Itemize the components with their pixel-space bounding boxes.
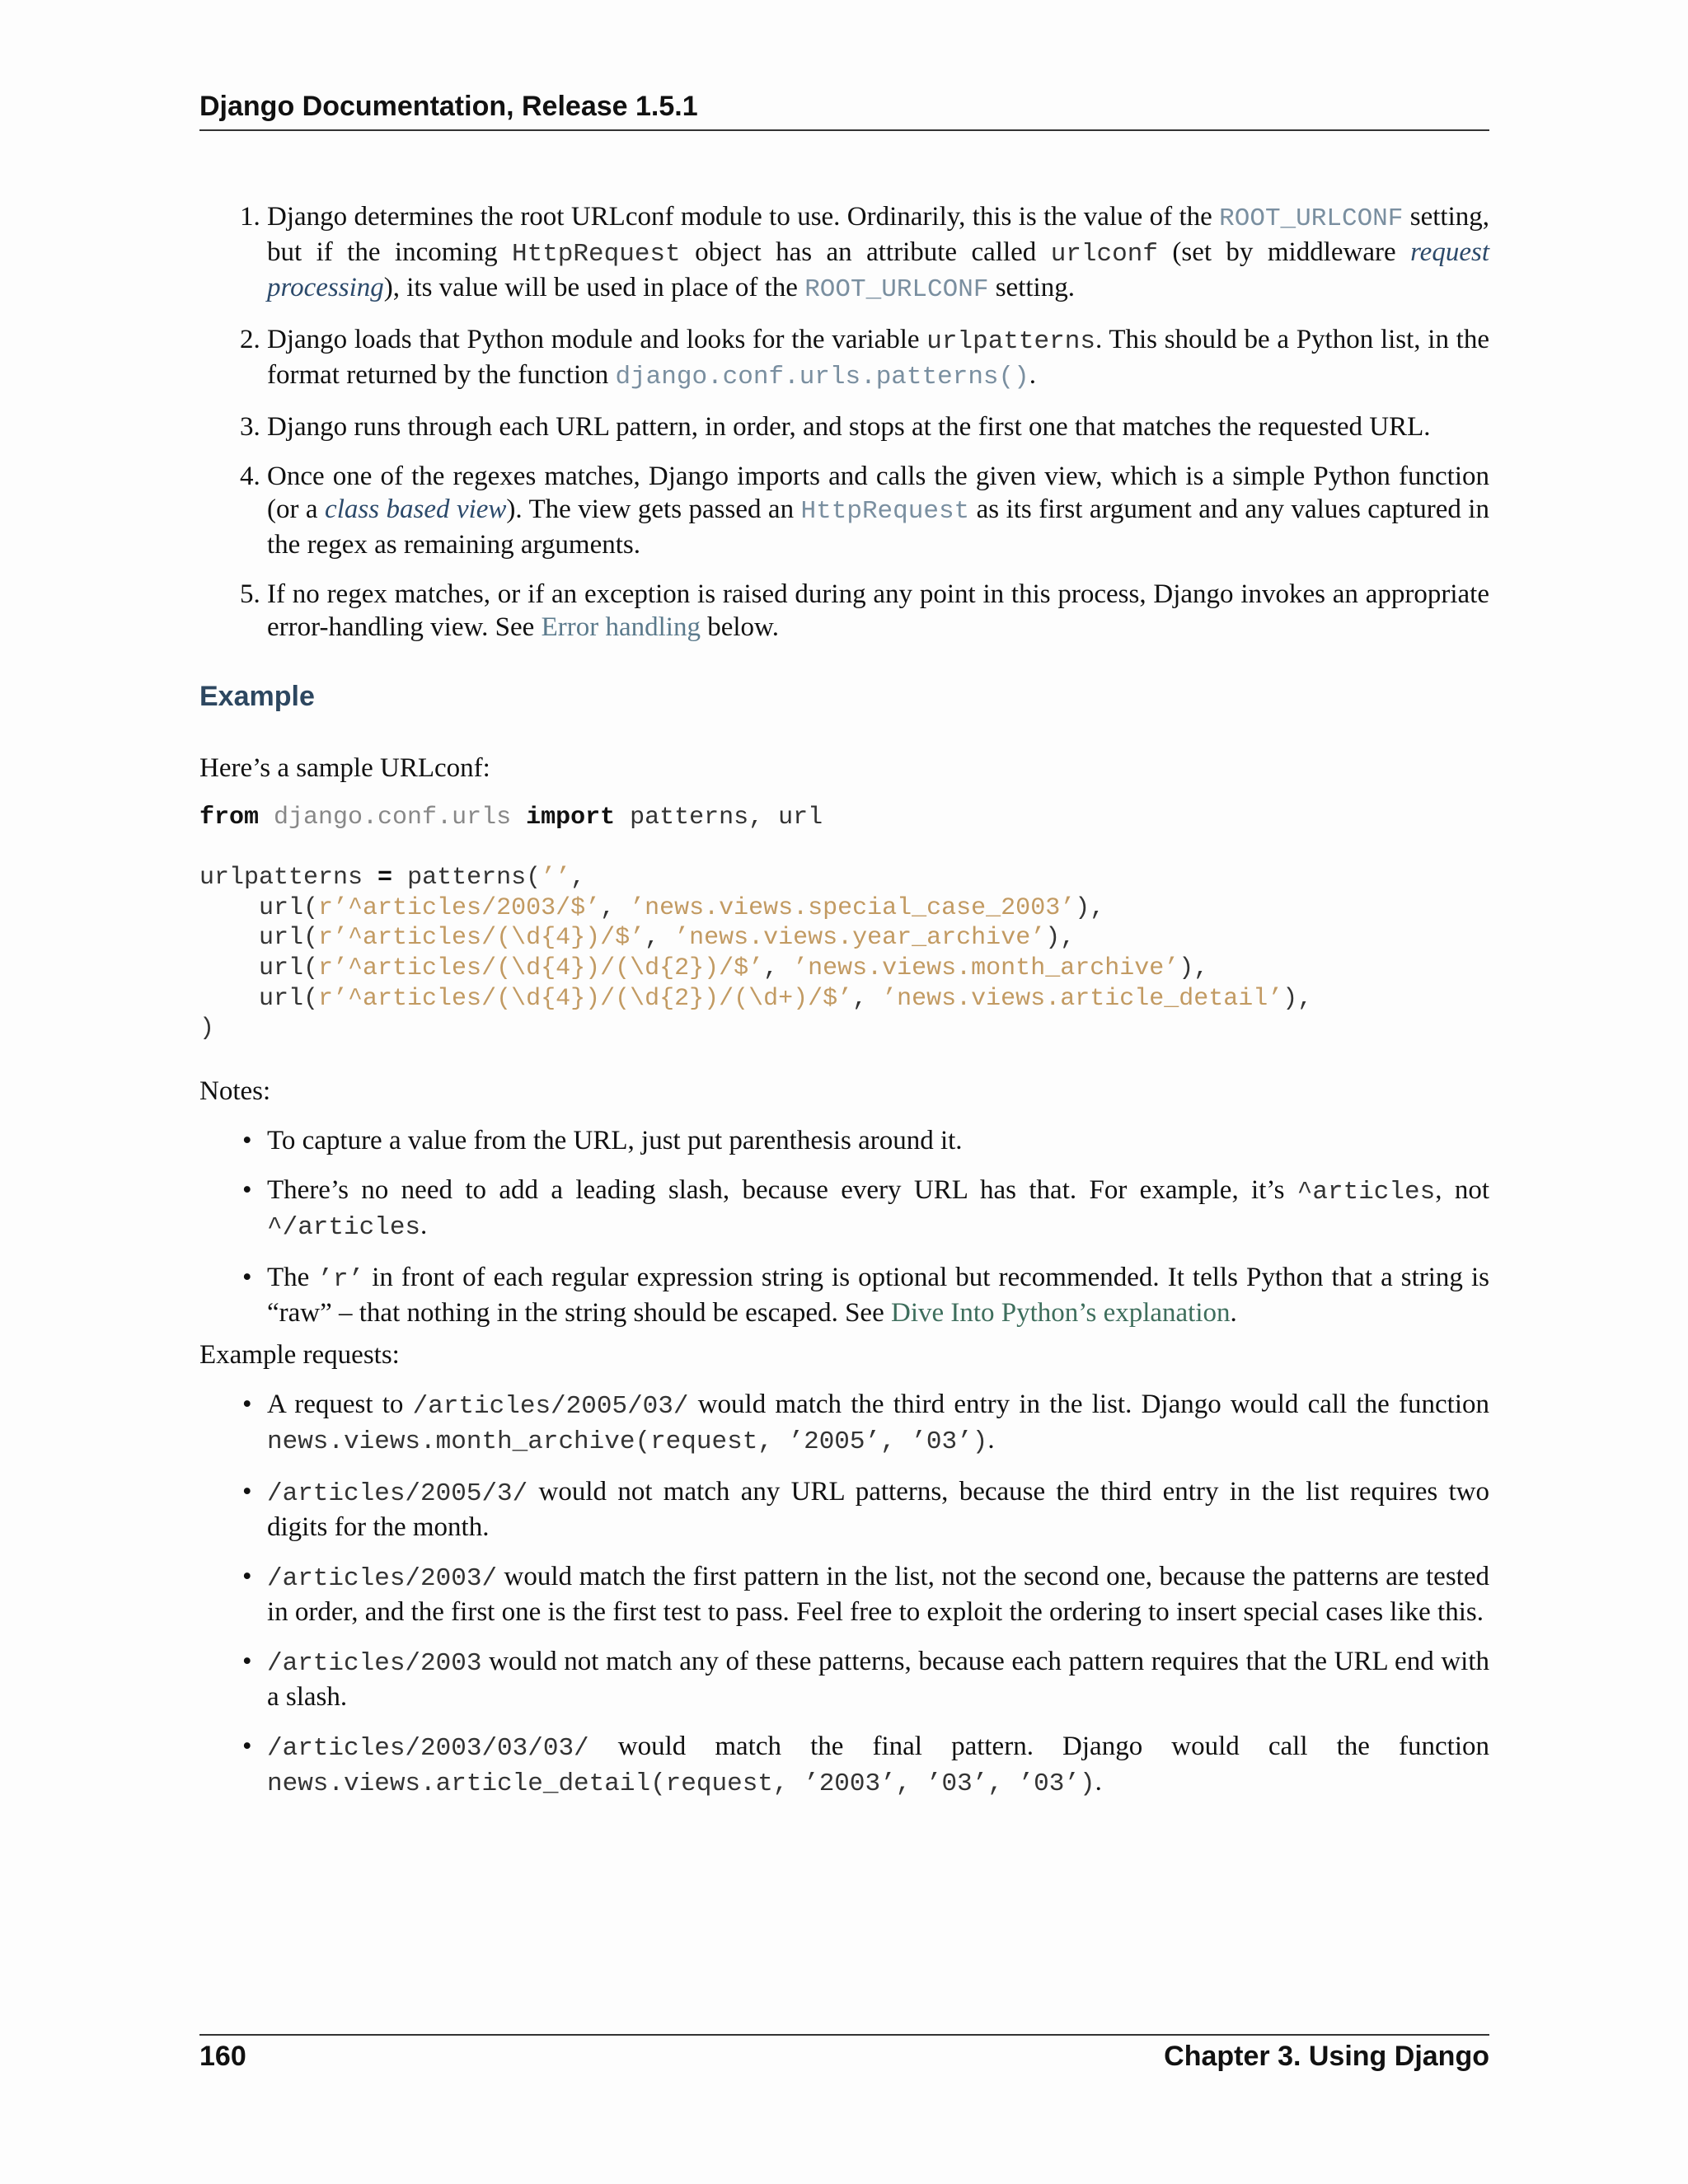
- code-inline: /articles/2003: [267, 1649, 482, 1678]
- step-text: .: [1029, 360, 1036, 390]
- request-processing-link[interactable]: request processing: [267, 237, 1489, 302]
- step-1: [267, 200, 1489, 307]
- code-text: ,: [570, 864, 586, 893]
- root-urlconf-link[interactable]: ROOT_URLCONF: [804, 275, 989, 304]
- note-item: [267, 1261, 1489, 1329]
- patterns-function-link[interactable]: django.conf.urls.patterns(): [615, 363, 1029, 391]
- code-string: r’^articles/2003/$’: [318, 893, 601, 922]
- request-text: would match the first pattern in the list, not the second one, because the patterns are tested in order, and the first one is the first test to pass. Feel free to exploit the ordering to insert special cases like this.: [267, 1562, 1489, 1627]
- page-number: 160: [199, 2041, 246, 2072]
- httprequest-link[interactable]: HttpRequest: [800, 497, 970, 526]
- step-text: object has an attribute called: [680, 237, 1051, 267]
- code-text: url(: [199, 924, 319, 953]
- code-string: ’news.views.month_archive’: [793, 954, 1179, 982]
- step-text: as its first argument and any values captured in the regex as remaining arguments.: [267, 494, 1489, 560]
- code-urlpatterns: urlpatterns: [926, 327, 1095, 356]
- step-2: [267, 323, 1489, 394]
- code-string: ’news.views.article_detail’: [882, 984, 1283, 1013]
- code-text: ,: [645, 924, 675, 953]
- requests-list: [199, 1388, 1489, 1817]
- code-inline: /articles/2003/: [267, 1564, 498, 1593]
- code-text: ),: [1282, 984, 1313, 1013]
- note-text: There’s no need to add a leading slash, because every URL has that. For example, it’s: [267, 1175, 1297, 1205]
- step-text: Django loads that Python module and looks for the variable: [267, 325, 927, 354]
- running-header: Django Documentation, Release 1.5.1: [199, 91, 698, 122]
- code-text: ): [199, 1015, 215, 1043]
- step-text: (set by middleware: [1157, 237, 1411, 267]
- code-text: ),: [1045, 924, 1076, 953]
- chapter-title: Chapter 3. Using Django: [1164, 2041, 1489, 2072]
- step-text: ). The view gets passed an: [506, 494, 801, 524]
- example-intro: Here’s a sample URLconf:: [199, 753, 490, 783]
- request-item: [267, 1645, 1489, 1713]
- note-text: The: [267, 1263, 318, 1292]
- step-text: Once one of the regexes matches, Django imports and calls the given view, which is a simple Python function (or a: [267, 462, 1489, 524]
- notes-list: [199, 1124, 1489, 1346]
- code-keyword: import: [526, 804, 616, 832]
- note-text: .: [420, 1211, 428, 1240]
- step-3: [267, 410, 1489, 443]
- step-text: below.: [700, 612, 779, 642]
- code-string: ’’: [541, 864, 571, 893]
- note-item: [267, 1124, 1489, 1157]
- code-httprequest: HttpRequest: [512, 240, 681, 269]
- code-block-urlconf: [199, 803, 1312, 1044]
- footer-rule: [199, 2034, 1489, 2036]
- code-text: ,: [852, 984, 883, 1013]
- code-inline: ^/articles: [267, 1213, 421, 1242]
- step-text: setting, but if the incoming: [267, 202, 1489, 267]
- request-text: would match the final pattern. Django would call the function: [588, 1732, 1489, 1761]
- note-text: .: [1230, 1298, 1237, 1328]
- code-keyword: from: [199, 804, 260, 832]
- code-text: urlpatterns: [199, 864, 378, 893]
- code-string: ’news.views.year_archive’: [674, 924, 1046, 953]
- step-text: setting.: [988, 273, 1075, 302]
- code-string: r’^articles/(\d{4})/(\d{2})/$’: [318, 954, 764, 982]
- code-text: url(: [199, 984, 319, 1013]
- class-based-view-link[interactable]: class based view: [325, 494, 507, 524]
- code-text: url(: [199, 893, 319, 922]
- code-inline: /articles/2005/03/: [412, 1392, 689, 1421]
- code-module: django.conf.urls: [274, 804, 512, 832]
- request-item: [267, 1475, 1489, 1544]
- request-text: .: [987, 1425, 995, 1455]
- note-text: , not: [1435, 1175, 1489, 1205]
- note-text: To capture a value from the URL, just put parenthesis around it.: [267, 1126, 963, 1155]
- code-inline: ’r’: [317, 1265, 364, 1294]
- step-text: If no regex matches, or if an exception is raised during any point in this process, Django invokes an appropriate error-handling view. See: [267, 579, 1489, 642]
- step-4: [267, 460, 1489, 561]
- code-text: ,: [763, 954, 794, 982]
- request-text: .: [1095, 1767, 1102, 1797]
- request-item: [267, 1730, 1489, 1801]
- code-string: r’^articles/(\d{4})/(\d{2})/(\d+)/$’: [318, 984, 853, 1013]
- step-5: [267, 578, 1489, 644]
- root-urlconf-link[interactable]: ROOT_URLCONF: [1219, 204, 1404, 233]
- request-text: would not match any URL patterns, because the third entry in the list requires two digits for the month.: [267, 1477, 1489, 1542]
- code-string: ’news.views.special_case_2003’: [630, 893, 1076, 922]
- section-heading-example: Example: [199, 681, 315, 712]
- code-operator: =: [377, 864, 393, 893]
- code-inline: news.views.month_archive(request, ’2005’, ’03’): [267, 1427, 988, 1456]
- notes-label: Notes:: [199, 1076, 271, 1106]
- step-text: ), its value will be used in place of the: [383, 273, 805, 302]
- code-text: ),: [1179, 954, 1209, 982]
- code-urlconf: urlconf: [1050, 240, 1158, 269]
- code-inline: /articles/2003/03/03/: [267, 1734, 589, 1763]
- code-inline: ^articles: [1296, 1178, 1436, 1207]
- note-item: [267, 1174, 1489, 1244]
- step-text: . This should be a Python list, in the format returned by the function: [267, 325, 1489, 390]
- code-string: r’^articles/(\d{4})/$’: [318, 924, 645, 953]
- code-text: ,: [600, 893, 631, 922]
- code-text: url(: [199, 954, 319, 982]
- request-text: would match the third entry in the list. Django would call the function: [688, 1390, 1489, 1419]
- code-text: ),: [1075, 893, 1105, 922]
- code-inline: /articles/2005/3/: [267, 1479, 528, 1508]
- request-text: would not match any of these patterns, because each pattern requires that the URL end with a slash.: [267, 1647, 1489, 1712]
- code-text: patterns(: [392, 864, 542, 893]
- dive-into-python-link[interactable]: Dive Into Python’s explanation: [890, 1298, 1231, 1328]
- request-item: [267, 1388, 1489, 1459]
- header-rule: [199, 129, 1489, 131]
- error-handling-link[interactable]: Error handling: [541, 612, 701, 642]
- request-item: [267, 1560, 1489, 1629]
- resolution-steps-list: [199, 200, 1489, 660]
- step-text: Django determines the root URLconf module to use. Ordinarily, this is the value of the: [267, 202, 1220, 232]
- code-text: patterns, url: [615, 804, 823, 832]
- example-requests-label: Example requests:: [199, 1340, 400, 1370]
- step-text: Django runs through each URL pattern, in order, and stops at the first one that matches the requested URL.: [267, 412, 1431, 442]
- note-text: in front of each regular expression string is optional but recommended. It tells Python that a string is “raw” – that nothing in the string should be escaped. See: [267, 1263, 1489, 1328]
- code-inline: news.views.article_detail(request, ’2003’, ’03’, ’03’): [267, 1769, 1095, 1798]
- request-text: A request to: [267, 1390, 413, 1419]
